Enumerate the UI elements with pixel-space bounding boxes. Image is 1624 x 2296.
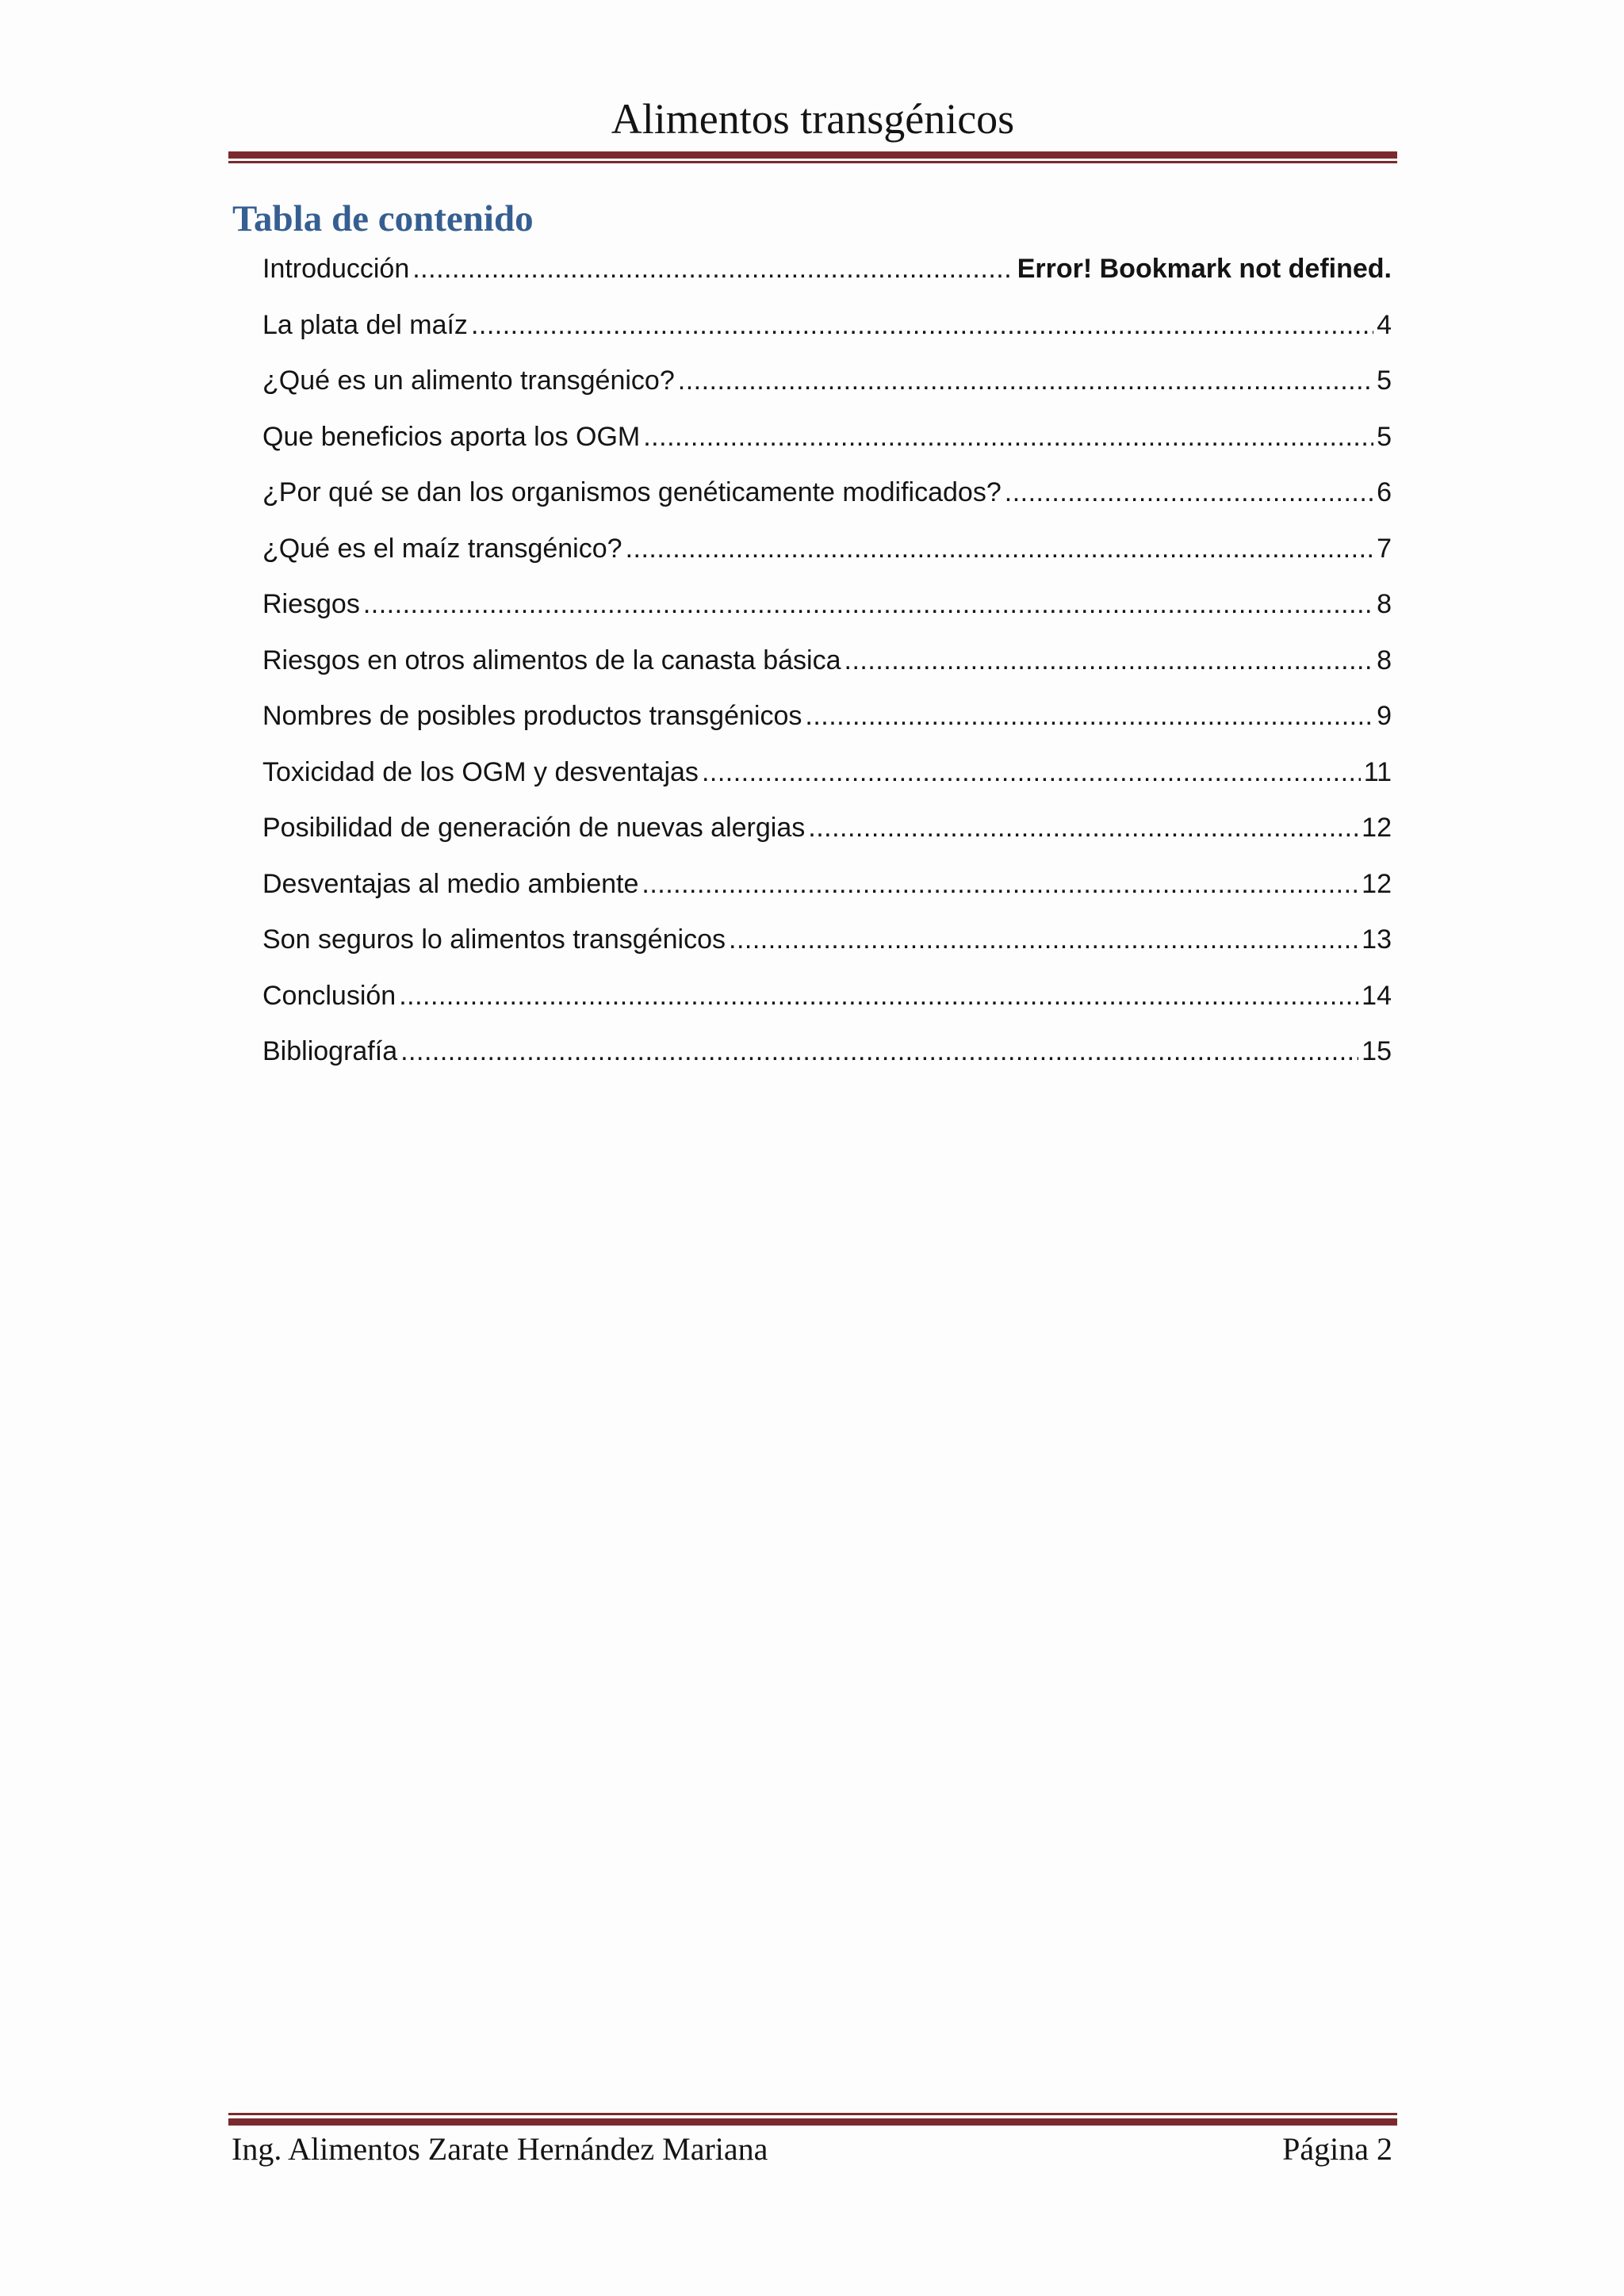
toc-entry-label: La plata del maíz <box>262 309 468 340</box>
toc-entry-label: Conclusión <box>262 980 396 1011</box>
toc-entry[interactable] <box>262 306 1392 362</box>
toc-entry[interactable] <box>262 753 1392 809</box>
toc-heading: Tabla de contenido <box>232 198 534 239</box>
toc-entry[interactable] <box>262 585 1392 641</box>
toc-entry-label: Bibliografía <box>262 1036 398 1066</box>
toc-entry-page: Error! Bookmark not defined. <box>1017 254 1392 284</box>
footer-author: Ing. Alimentos Zarate Hernández Mariana <box>232 2131 768 2167</box>
toc-entry-page: 11 <box>1363 756 1392 787</box>
toc-entry-page: 7 <box>1377 533 1392 564</box>
toc-entry[interactable] <box>262 920 1392 977</box>
toc-entry-page: 12 <box>1362 868 1392 899</box>
footer-rule-thin <box>228 2113 1397 2115</box>
toc-entry-label: Son seguros lo alimentos transgénicos <box>262 924 726 955</box>
toc-dot-leader <box>626 530 1374 568</box>
toc-entry[interactable] <box>262 809 1392 865</box>
toc-dot-leader <box>702 753 1361 791</box>
toc-entry-label: Toxicidad de los OGM y desventajas <box>262 756 699 787</box>
table-of-contents <box>262 250 1392 1089</box>
toc-dot-leader <box>471 306 1373 344</box>
toc-dot-leader <box>399 977 1358 1015</box>
toc-dot-leader <box>400 1032 1358 1070</box>
toc-entry-page: 14 <box>1362 980 1392 1011</box>
toc-entry-label: ¿Qué es un alimento transgénico? <box>262 365 675 396</box>
toc-dot-leader <box>1005 473 1373 511</box>
toc-entry-page: 4 <box>1377 309 1392 340</box>
toc-dot-leader <box>805 697 1373 735</box>
toc-entry-label: Introducción <box>262 254 410 284</box>
toc-dot-leader <box>643 418 1373 456</box>
toc-entry-label: Que beneficios aporta los OGM <box>262 421 641 452</box>
header-rule-thin <box>228 161 1397 163</box>
toc-entry-page: 6 <box>1377 477 1392 507</box>
footer-page-number: Página 2 <box>1282 2131 1392 2167</box>
toc-entry[interactable] <box>262 865 1392 921</box>
toc-entry-label: ¿Por qué se dan los organismos genéticamente modificados? <box>262 477 1002 507</box>
toc-dot-leader <box>412 250 1013 288</box>
toc-entry-label: Desventajas al medio ambiente <box>262 868 639 899</box>
toc-entry[interactable] <box>262 418 1392 474</box>
toc-entry[interactable] <box>262 697 1392 753</box>
toc-entry-page: 9 <box>1377 701 1392 731</box>
toc-entry[interactable] <box>262 473 1392 530</box>
toc-dot-leader <box>729 920 1358 959</box>
toc-entry-page: 12 <box>1362 813 1392 843</box>
toc-entry[interactable] <box>262 530 1392 586</box>
toc-entry-label: Riesgos <box>262 589 360 619</box>
toc-entry-page: 5 <box>1377 421 1392 452</box>
toc-entry[interactable] <box>262 1032 1392 1089</box>
toc-dot-leader <box>642 865 1358 903</box>
toc-entry-label: Nombres de posibles productos transgénicos <box>262 701 802 731</box>
header-title: Alimentos transgénicos <box>611 95 1015 143</box>
toc-entry-page: 8 <box>1377 645 1392 675</box>
toc-entry[interactable] <box>262 977 1392 1033</box>
toc-entry-label: Posibilidad de generación de nuevas alergias <box>262 813 806 843</box>
toc-entry-page: 8 <box>1377 589 1392 619</box>
toc-dot-leader <box>363 585 1373 623</box>
toc-entry-page: 15 <box>1362 1036 1392 1066</box>
toc-dot-leader <box>808 809 1358 847</box>
toc-dot-leader <box>845 641 1374 679</box>
toc-entry-label: Riesgos en otros alimentos de la canasta básica <box>262 645 841 675</box>
toc-entry[interactable] <box>262 250 1392 306</box>
toc-entry-label: ¿Qué es el maíz transgénico? <box>262 533 622 564</box>
toc-entry[interactable] <box>262 641 1392 698</box>
toc-dot-leader <box>678 362 1373 400</box>
toc-entry-page: 5 <box>1377 365 1392 396</box>
toc-entry-page: 13 <box>1362 924 1392 955</box>
header-rule-thick <box>228 151 1397 159</box>
toc-entry[interactable] <box>262 362 1392 418</box>
